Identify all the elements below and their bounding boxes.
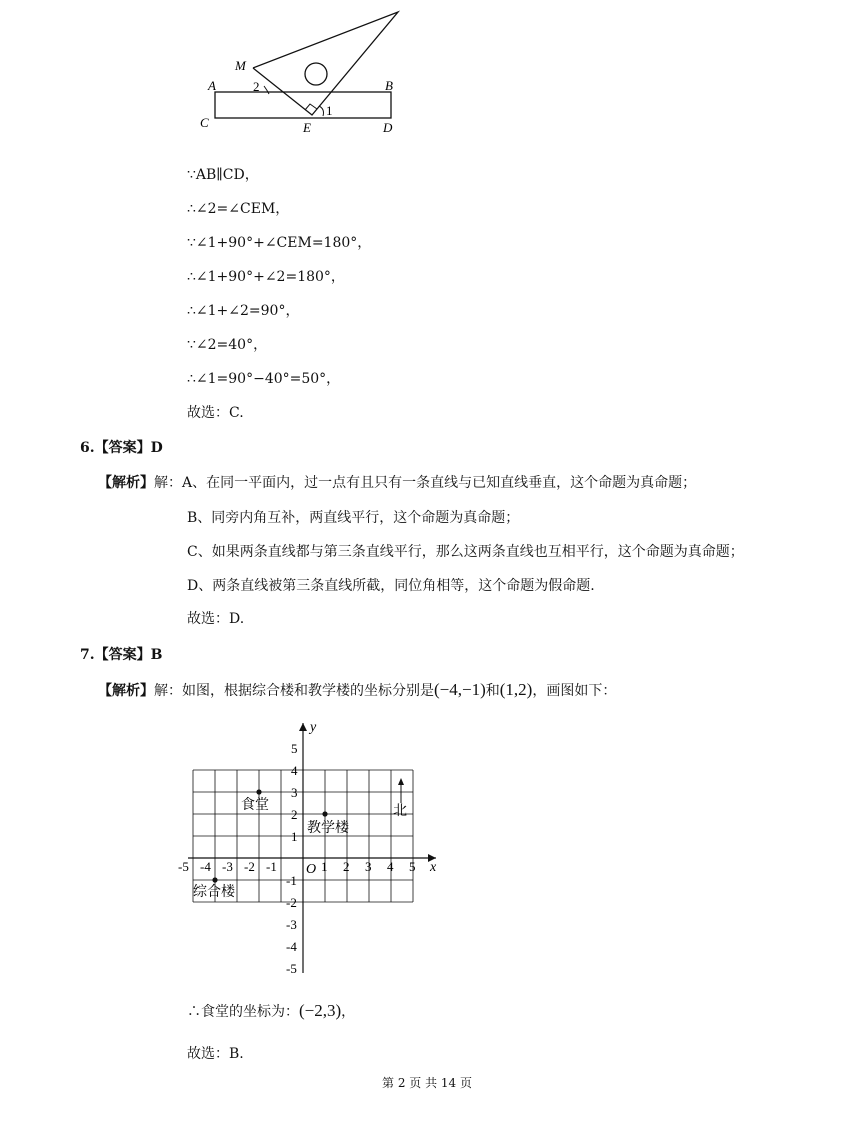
q7-analysis-row	[98, 680, 616, 700]
y-tick-label: 5	[291, 741, 298, 756]
q7-conclusion-coord: (−2,3)	[299, 1001, 342, 1020]
page-footer: 第 2 页 共 14 页	[382, 1076, 472, 1090]
x-axis-label: x	[430, 860, 437, 875]
label-M: M	[235, 58, 246, 73]
place-point	[322, 811, 327, 816]
q7-conclusion-post: ，	[341, 1004, 356, 1020]
q7-intro-pre: 如图，根据综合楼和教学楼的坐标分别是	[182, 683, 434, 699]
origin-label: O	[306, 862, 317, 877]
y-axis-arrow	[299, 723, 307, 731]
q6-option-a: A、在同一平面内，过一点有且只有一条直线与已知直线垂直，这个命题为真命题；	[182, 475, 697, 491]
solution5-line-4: ∴∠1+90°+∠2=180°，	[187, 269, 345, 285]
y-tick-label: 3	[291, 785, 298, 800]
q6-option-d: D、两条直线被第三条直线所截，同位角相等，这个命题为假命题.	[187, 578, 595, 594]
solution5-line-7: ∴∠1=90°−40°=50°，	[187, 371, 341, 387]
y-axis-label: y	[310, 720, 317, 735]
set-square-hole	[305, 63, 327, 85]
coordinate-map-figure	[180, 715, 450, 980]
set-square-triangle	[253, 12, 398, 115]
place-label: 教学楼	[307, 821, 349, 836]
x-tick-label: -1	[266, 859, 277, 874]
map-axes	[188, 723, 436, 973]
ruler-rectangle	[215, 92, 391, 118]
solution5-line-1: ∵AB∥CD，	[187, 167, 259, 183]
right-angle-mark	[305, 104, 317, 110]
solution5-line-5: ∴∠1+∠2=90°，	[187, 303, 300, 319]
label-A: A	[208, 78, 216, 93]
q6-analysis-lead: 解：	[154, 475, 182, 491]
label-B: B	[385, 78, 393, 93]
q6-analysis-label: 【解析】	[98, 475, 154, 491]
x-tick-label: 3	[365, 859, 372, 874]
y-tick-label: -1	[286, 873, 297, 888]
north-arrow-head	[398, 778, 404, 785]
label-angle-2: 2	[253, 79, 260, 94]
label-E: E	[303, 120, 311, 135]
q7-analysis-label: 【解析】	[98, 683, 154, 699]
y-tick-label: -5	[286, 961, 297, 976]
q7-coord-b: (1,2)	[499, 680, 533, 699]
y-tick-label: -2	[286, 895, 297, 910]
label-D: D	[383, 120, 393, 135]
x-tick-label: 1	[321, 859, 328, 874]
q7-coord-a: (−4,−1)	[434, 680, 486, 699]
place-point	[212, 877, 217, 882]
q7-heading: 7.【答案】B	[80, 647, 163, 663]
x-tick-label: -3	[222, 859, 233, 874]
q6-heading: 6.【答案】D	[80, 440, 163, 456]
q6-option-c: C、如果两条直线都与第三条直线平行，那么这两条直线也互相平行，这个命题为真命题；	[187, 544, 744, 560]
q7-intro-post: ，画图如下：	[532, 683, 617, 699]
x-tick-label: -4	[200, 859, 211, 874]
y-tick-label: 1	[291, 829, 298, 844]
angle-1-arc	[319, 106, 324, 116]
x-tick-label: -2	[244, 859, 255, 874]
solution5-choice: 故选：C.	[187, 405, 244, 421]
q7-choice: 故选：B.	[187, 1046, 244, 1062]
label-C: C	[200, 115, 209, 130]
y-tick-label: -4	[286, 939, 297, 954]
q6-analysis-row	[98, 472, 696, 492]
place-label: 综合楼	[193, 885, 235, 900]
solution5-line-3: ∵∠1+90°+∠CEM=180°，	[187, 235, 372, 251]
y-tick-label: 4	[291, 763, 298, 778]
solution5-line-2: ∴∠2=∠CEM，	[187, 201, 290, 217]
x-tick-label: -5	[178, 859, 189, 874]
q7-conclusion-row	[187, 1001, 355, 1021]
q7-analysis-lead: 解：	[154, 683, 182, 699]
place-point	[256, 789, 261, 794]
x-tick-label: 5	[409, 859, 416, 874]
q6-choice: 故选：D.	[187, 611, 245, 627]
q7-conclusion-pre: ∴食堂的坐标为：	[187, 1004, 299, 1020]
solution5-line-6: ∵∠2=40°，	[187, 337, 268, 353]
y-tick-label: -3	[286, 917, 297, 932]
q6-option-b: B、同旁内角互补，两直线平行，这个命题为真命题；	[187, 510, 520, 526]
angle-2-arc	[264, 86, 269, 94]
place-label: 食堂	[241, 798, 269, 813]
north-label: 北	[393, 804, 407, 819]
y-tick-label: 2	[291, 807, 298, 822]
geometry-figure-triangle-ruler	[195, 8, 415, 138]
x-tick-label: 4	[387, 859, 394, 874]
map-places	[193, 789, 350, 900]
q7-intro-mid: 和	[485, 683, 500, 699]
label-angle-1: 1	[326, 103, 333, 118]
x-tick-label: 2	[343, 859, 350, 874]
